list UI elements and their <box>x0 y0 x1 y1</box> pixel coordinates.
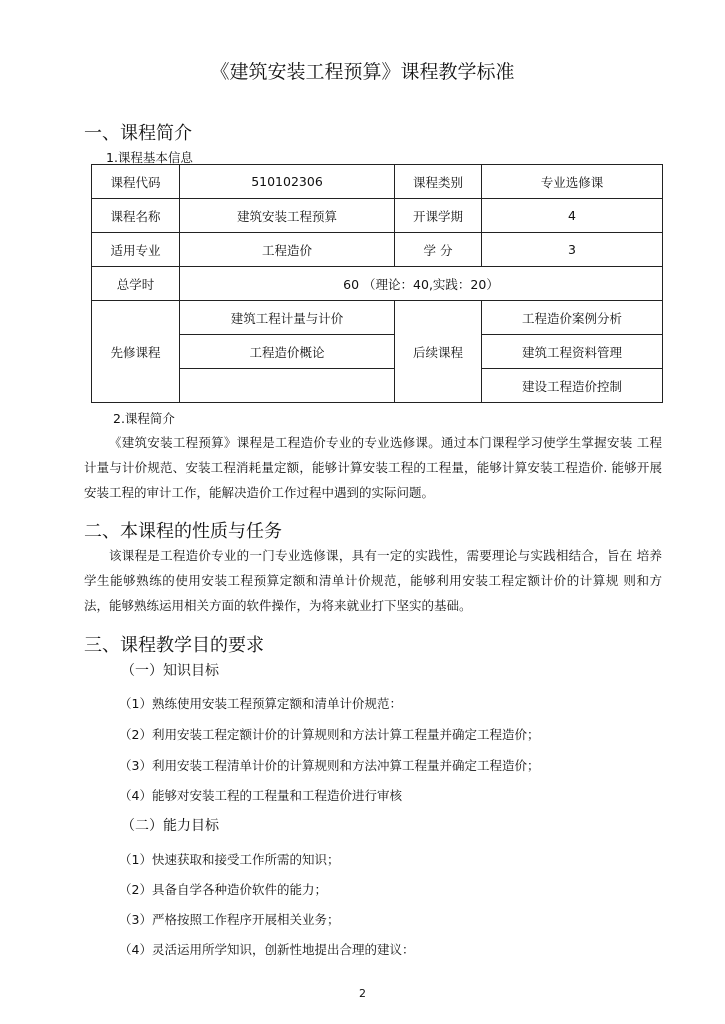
course-type-value: 专业选修课 <box>482 165 663 199</box>
course-code-label: 课程代码 <box>92 165 180 199</box>
prerequisite-course <box>180 369 395 403</box>
course-name-value: 建筑安装工程预算 <box>180 199 395 233</box>
table-row <box>92 301 663 335</box>
major-value: 工程造价 <box>180 233 395 267</box>
course-intro-subheading: 2.课程简介 <box>113 411 175 426</box>
course-intro-paragraph <box>84 430 662 505</box>
course-info-table <box>91 164 663 403</box>
section1-heading: 一、课程简介 <box>84 123 192 144</box>
knowledge-goals-heading: （一）知识目标 <box>121 663 219 679</box>
ability-goal-item: （4）灵活运用所学知识，创新性地提出合理的建议： <box>119 942 415 957</box>
course-type-label: 课程类别 <box>395 165 482 199</box>
page-number: 2 <box>359 987 366 1000</box>
knowledge-goal-item: （4）能够对安装工程的工程量和工程造价进行审核 <box>119 788 402 803</box>
table-row <box>92 199 663 233</box>
section3-heading: 三、课程教学目的要求 <box>84 635 264 656</box>
course-info-subheading: 1.课程基本信息 <box>106 150 193 165</box>
section2-text: 该课程是工程造价专业的一门专业选修课，具有一定的实践性，需要理论与实践相结合，旨在 培养学生能够熟练的使用安装工程预算定额和清单计价规范，能够利用安装工程定额计价的计算规 则和方法，能够熟练运用相关方面的软件操作，为将来就业打下坚实的基础。 <box>84 548 662 613</box>
followup-course: 建设工程造价控制 <box>482 369 663 403</box>
ability-goals-heading: （二）能力目标 <box>121 818 219 834</box>
ability-goal-item: （1）快速获取和接受工作所需的知识； <box>119 852 340 867</box>
ability-goal-item: （2）具备自学各种造价软件的能力； <box>119 882 327 897</box>
followup-course: 建筑工程资料管理 <box>482 335 663 369</box>
course-code-value: 510102306 <box>180 165 395 199</box>
table-row <box>92 233 663 267</box>
term-label: 开课学期 <box>395 199 482 233</box>
credit-label: 学 分 <box>395 233 482 267</box>
prerequisite-course: 建筑工程计量与计价 <box>180 301 395 335</box>
section2-heading: 二、本课程的性质与任务 <box>84 521 282 542</box>
prerequisite-course: 工程造价概论 <box>180 335 395 369</box>
credit-value: 3 <box>482 233 663 267</box>
knowledge-goal-item: （3）利用安装工程清单计价的计算规则和方法冲算工程量并确定工程造价； <box>119 758 540 773</box>
table-row <box>92 267 663 301</box>
prerequisite-label: 先修课程 <box>92 301 180 403</box>
table-row <box>92 165 663 199</box>
section2-paragraph <box>84 543 662 618</box>
major-label: 适用专业 <box>92 233 180 267</box>
hours-label: 总学时 <box>92 267 180 301</box>
knowledge-goal-item: （2）利用安装工程定额计价的计算规则和方法计算工程量并确定工程造价； <box>119 727 540 742</box>
ability-goal-item: （3）严格按照工作程序开展相关业务； <box>119 912 340 927</box>
followup-label: 后续课程 <box>395 301 482 403</box>
knowledge-goal-item: （1）熟练使用安装工程预算定额和清单计价规范： <box>119 696 402 711</box>
course-intro-text: 《建筑安装工程预算》课程是工程造价专业的专业选修课。通过本门课程学习使学生掌握安装 工程计量与计价规范、安装工程消耗量定额，能够计算安装工程的工程量，能够计算安装工程造价. 能够开展安装工程的审计工作，能解决造价工作过程中遇到的实际问题。 <box>84 435 662 500</box>
term-value: 4 <box>482 199 663 233</box>
followup-course: 工程造价案例分析 <box>482 301 663 335</box>
course-name-label: 课程名称 <box>92 199 180 233</box>
hours-value: 60 （理论：40,实践：20） <box>180 267 663 301</box>
document-title: 《建筑安装工程预算》课程教学标准 <box>210 61 515 83</box>
